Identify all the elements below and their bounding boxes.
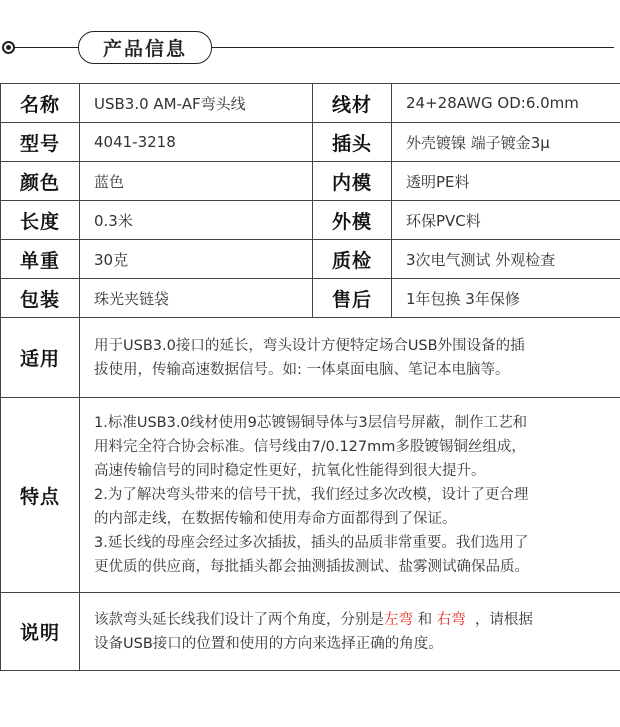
notes-and: 和 [417,611,433,628]
feature-line: 2.为了解决弯头带来的信号干扰，我们经过多次改模，设计了更合理 [94,487,529,503]
spec-value: 蓝色 [80,162,313,201]
spec-row [1,201,620,240]
notes-label: 说明 [1,593,80,671]
spec-label: 名称 [1,84,80,123]
spec-value: 30克 [80,240,313,279]
usage-line: 用于USB3.0接口的延长，弯头设计方便特定场合USB外围设备的插 [94,337,525,354]
notes-text-a: 该款弯头延长线我们设计了两个角度，分别是 [94,611,384,628]
spec-value: 0.3米 [80,201,313,240]
spec-label: 包装 [1,279,80,318]
spec-label: 单重 [1,240,80,279]
spec-row [1,84,620,123]
features-text [80,398,620,593]
feature-line: 3.延长线的母座会经过多次插拔，插头的品质非常重要。我们选用了 [94,535,529,551]
spec-label: 线材 [313,84,392,123]
feature-line: 更优质的供应商，每批插头都会抽测插拔测试、盐雾测试确保品质。 [94,559,529,575]
usage-label: 适用 [1,318,80,398]
spec-label: 插头 [313,123,392,162]
spec-row [1,240,620,279]
spec-value: 3次电气测试 外观检查 [392,240,620,279]
right-bend-highlight: 右弯 [436,611,466,628]
spec-value: USB3.0 AM-AF弯头线 [80,84,313,123]
spec-row [1,123,620,162]
notes-text [80,593,620,671]
circle-bullet-icon [2,41,15,54]
notes-line: 设备USB接口的位置和使用的方向来选择正确的角度。 [94,635,443,652]
spec-value: 外壳镀镍 端子镀金3μ [392,123,620,162]
spec-value: 透明PE料 [392,162,620,201]
spec-label: 质检 [313,240,392,279]
spec-label: 内模 [313,162,392,201]
feature-line: 的内部走线，在数据传输和使用寿命方面都得到了保证。 [94,511,457,527]
product-spec-table [0,83,620,671]
spec-label: 颜色 [1,162,80,201]
spec-row [1,279,620,318]
spec-label: 长度 [1,201,80,240]
spec-value: 珠光夹链袋 [80,279,313,318]
section-header [0,30,620,66]
spec-label: 售后 [313,279,392,318]
features-row [1,398,620,593]
usage-text [80,318,620,398]
notes-text-b: ，请根据 [474,611,533,628]
notes-row [1,593,620,671]
spec-value: 1年包换 3年保修 [392,279,620,318]
section-title: 产品信息 [78,31,212,64]
spec-row [1,162,620,201]
spec-value: 24+28AWG OD:6.0mm [392,84,620,123]
features-label: 特点 [1,398,80,593]
usage-line: 拔使用，传输高速数据信号。如: 一体桌面电脑、笔记本电脑等。 [94,361,510,378]
left-bend-highlight: 左弯 [384,611,413,628]
feature-line: 高速传输信号的同时稳定性更好，抗氧化性能得到很大提升。 [94,463,486,479]
spec-label: 外模 [313,201,392,240]
feature-line: 1.标准USB3.0线材使用9芯镀锡铜导体与3层信号屏蔽，制作工艺和 [94,415,528,431]
spec-label: 型号 [1,123,80,162]
feature-line: 用料完全符合协会标准。信号线由7/0.127mm多股镀锡铜丝组成， [94,439,526,455]
spec-value: 4041-3218 [80,123,313,162]
usage-row [1,318,620,398]
spec-value: 环保PVC料 [392,201,620,240]
notes-line [94,608,606,632]
